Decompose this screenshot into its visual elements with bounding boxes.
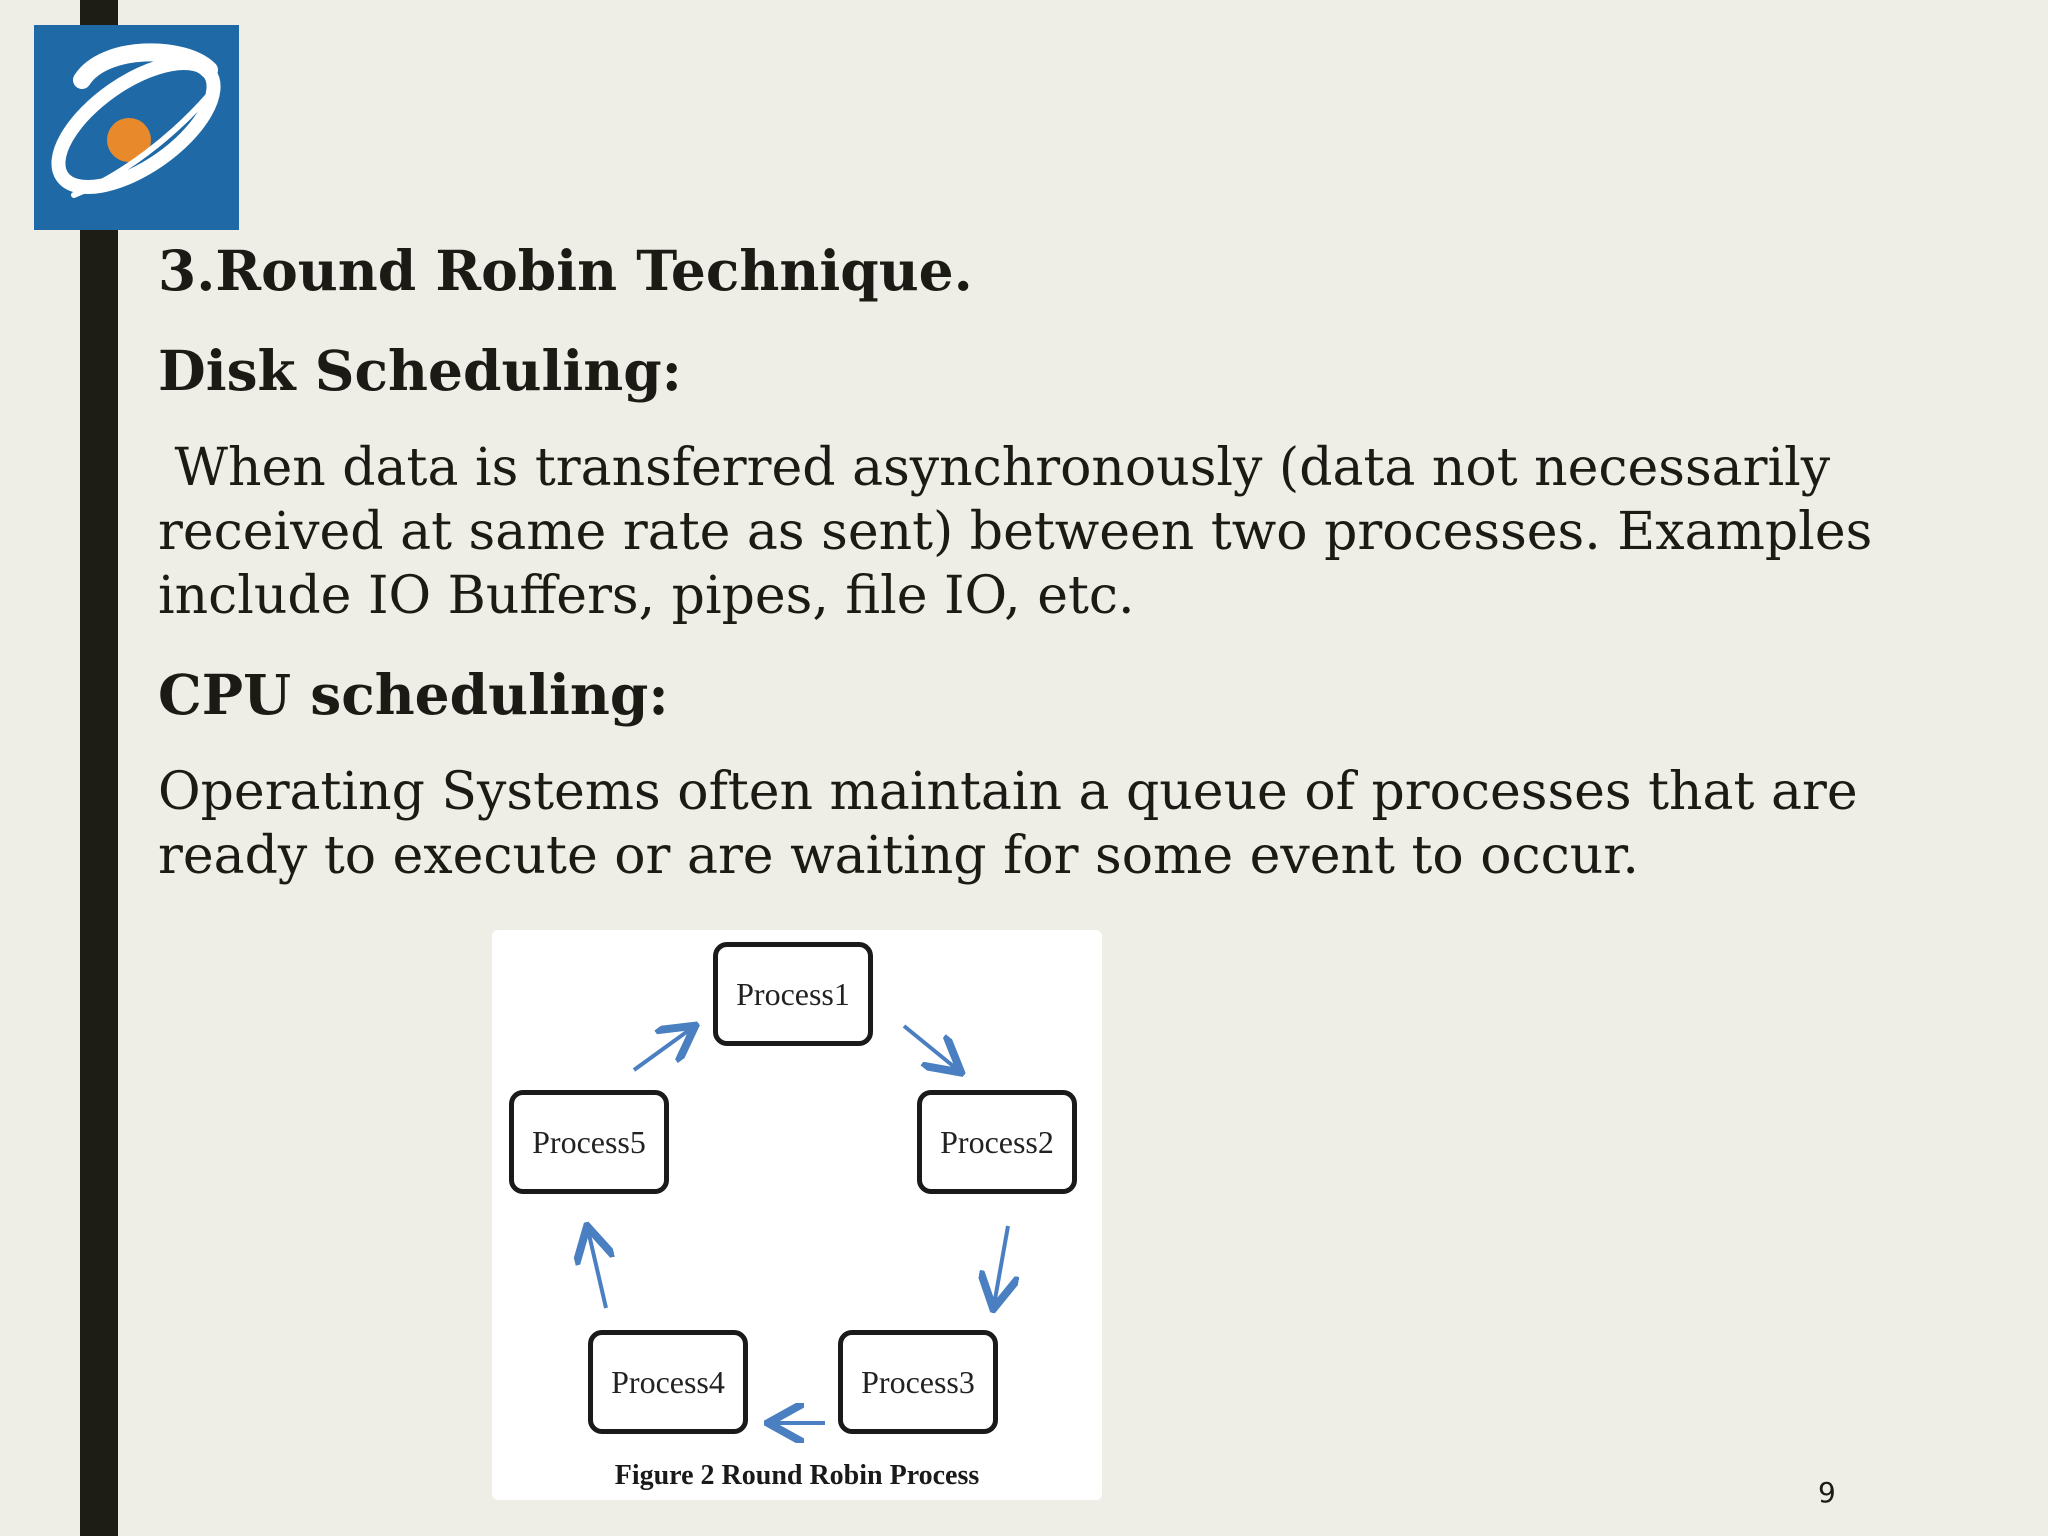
disk-scheduling-body: When data is transferred asynchronously (data not necessarily received at same rate as sent) between two processes. Examples include IO Buffers, pipes, file IO, etc.: [158, 438, 1873, 626]
disk-scheduling-heading: Disk Scheduling:: [158, 338, 682, 403]
left-accent-bar: [80, 0, 118, 1536]
cpu-scheduling-heading: CPU scheduling:: [158, 662, 669, 727]
process1-box: Process1: [713, 942, 873, 1046]
arrow-p2-p3: [994, 1226, 1008, 1305]
arrow-p5-p1: [634, 1028, 692, 1070]
process2-box: Process2: [917, 1090, 1077, 1194]
page-number: 9: [1818, 1476, 1836, 1509]
figure-caption: Figure 2 Round Robin Process: [614, 1460, 980, 1491]
process5-box: Process5: [509, 1090, 669, 1194]
arrow-p1-p2: [904, 1026, 958, 1070]
arrow-p4-p5: [588, 1230, 606, 1308]
cpu-scheduling-body: Operating Systems often maintain a queue of processes that are ready to execute or are waiting for some event to occur.: [158, 762, 1858, 886]
logo-icon: [34, 25, 239, 230]
round-robin-figure: [492, 930, 1102, 1500]
slide-title: 3.Round Robin Technique.: [158, 238, 973, 303]
process3-box: Process3: [838, 1330, 998, 1434]
process4-box: Process4: [588, 1330, 748, 1434]
